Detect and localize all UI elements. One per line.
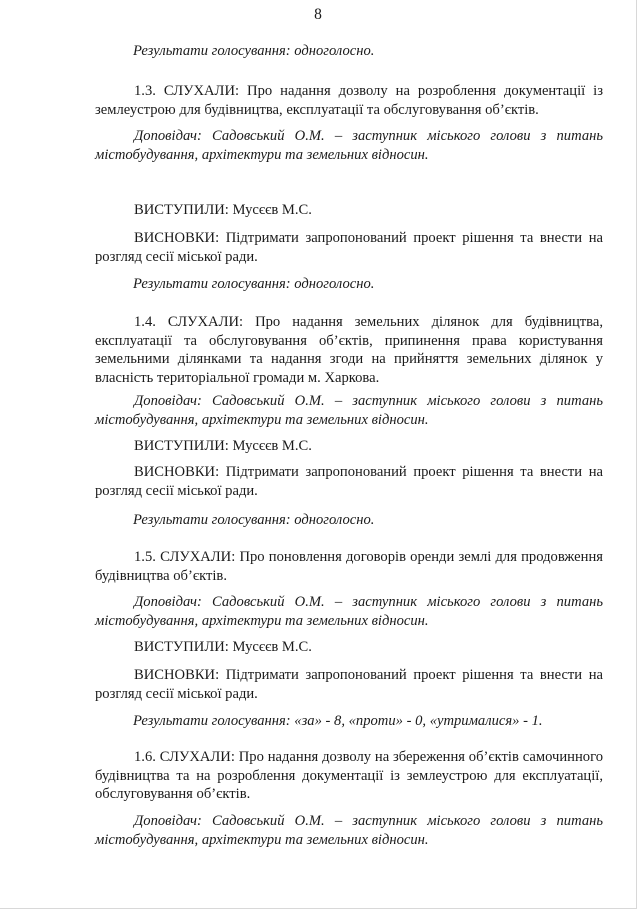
conclusion-line: ВИСНОВКИ: Підтримати запропонований проект рішення та внести на розгляд сесії міської ради. [95, 464, 603, 499]
speaker-line: Доповідач: Садовський О.М. – заступник міського голови з питань містобудування, архітектури та земельних відносин. [95, 128, 603, 163]
speaker-line: Доповідач: Садовський О.М. – заступник міського голови з питань містобудування, архітектури та земельних відносин. [95, 813, 603, 848]
voting-result: Результати голосування: «за» - 8, «проти» - 0, «утрималися» - 1. [133, 713, 543, 729]
speaker-line: Доповідач: Садовський О.М. – заступник міського голови з питань містобудування, архітектури та земельних відносин. [95, 393, 603, 428]
voting-result: Результати голосування: одноголосно. [133, 512, 375, 528]
heard-item-1-4: 1.4. СЛУХАЛИ: Про надання земельних ділянок для будівництва, експлуатації та обслуговування об’єктів, припинення права користування земельними ділянками та надання згоди на прийняття земельних ділянок у власність територіальної громади м. Харкова. [95, 314, 603, 386]
speaker-line: Доповідач: Садовський О.М. – заступник міського голови з питань містобудування, архітектури та земельних відносин. [95, 594, 603, 629]
heard-item-1-6: 1.6. СЛУХАЛИ: Про надання дозволу на збереження об’єктів самочинного будівництва та на розроблення документації із землеустрою для експлуатації, обслуговування об’єктів. [95, 749, 603, 802]
page-number: 8 [314, 6, 322, 23]
spoke-line: ВИСТУПИЛИ: Мусєєв М.С. [134, 202, 312, 218]
heard-item-1-3: 1.3. СЛУХАЛИ: Про надання дозволу на розроблення документації із землеустрою для будівництва, експлуатації та обслуговування об’єктів. [95, 83, 603, 118]
conclusion-line: ВИСНОВКИ: Підтримати запропонований проект рішення та внести на розгляд сесії міської ради. [95, 667, 603, 702]
heard-item-1-5: 1.5. СЛУХАЛИ: Про поновлення договорів оренди землі для продовження будівництва об’єктів. [95, 549, 603, 584]
voting-result: Результати голосування: одноголосно. [133, 276, 375, 292]
conclusion-line: ВИСНОВКИ: Підтримати запропонований проект рішення та внести на розгляд сесії міської ради. [95, 230, 603, 265]
spoke-line: ВИСТУПИЛИ: Мусєєв М.С. [134, 438, 312, 454]
voting-result: Результати голосування: одноголосно. [133, 43, 375, 59]
spoke-line: ВИСТУПИЛИ: Мусєєв М.С. [134, 639, 312, 655]
